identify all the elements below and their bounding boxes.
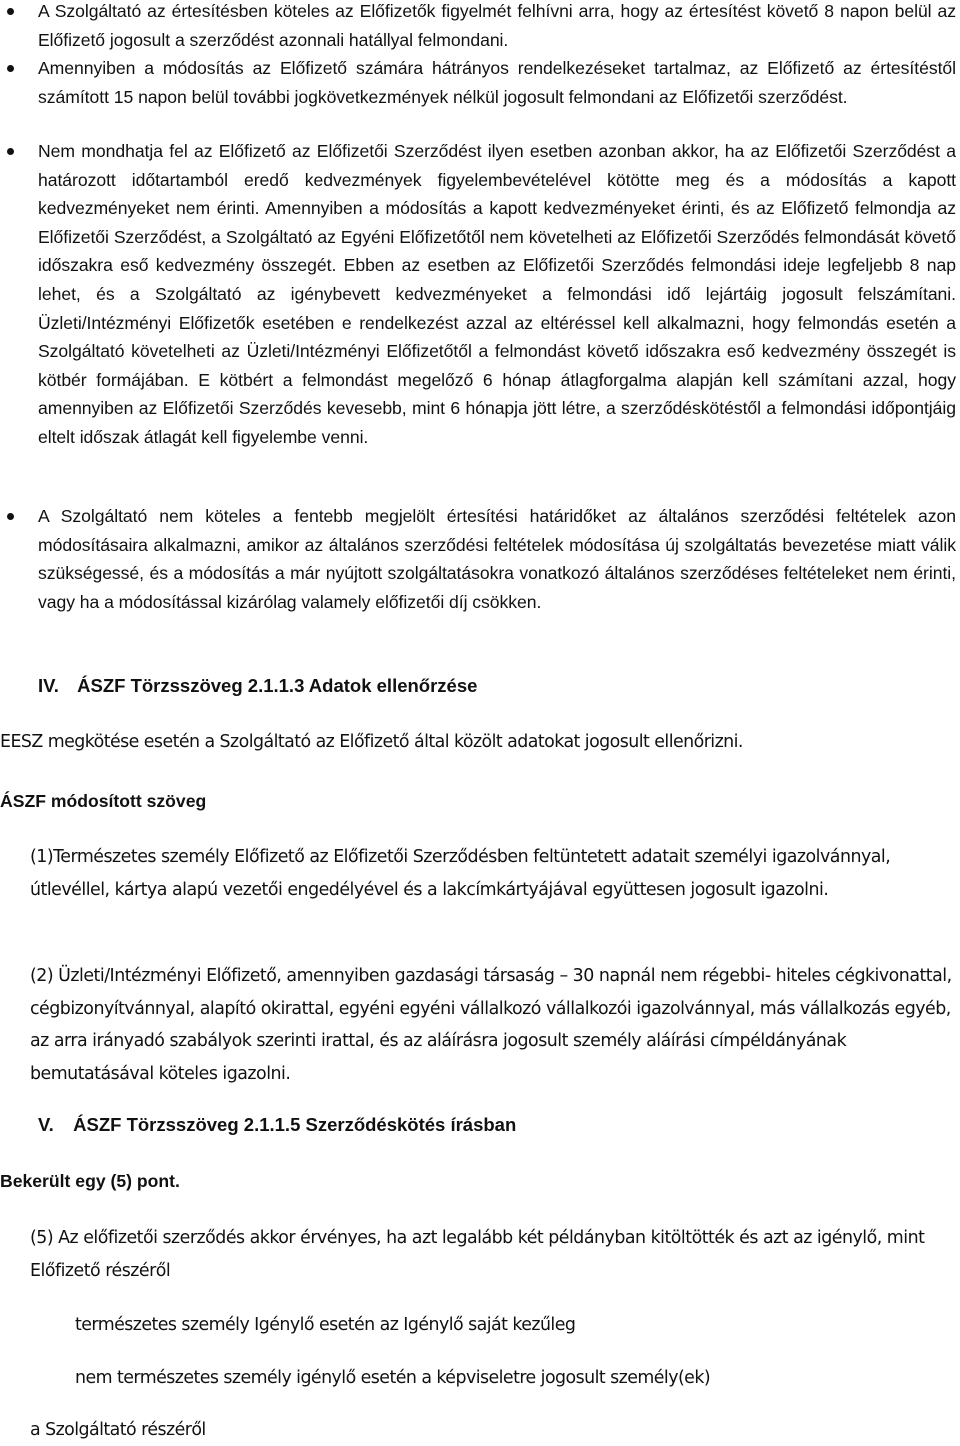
section-title: ÁSZF Törzsszöveg 2.1.1.3 Adatok ellenőrzése	[77, 675, 478, 696]
bullet-text: A Szolgáltató nem köteles a fentebb megjelölt értesítési határidőket az általános szerződési feltételek azon módosításaira alkalmazni, amikor az általános szerződési feltételek módosítása új szolgáltatás bevezetése miatt válik szükségessé, és a módosítás a már nyújtott szolgáltatásokra vonatkozó általános szerződéses feltételeket nem érinti, vagy ha a módosítással kizárólag valamely előfizetői díj csökken.	[38, 506, 956, 612]
bullet-dot-icon	[7, 148, 14, 155]
bullet-text: Nem mondhatja fel az Előfizető az Előfizetői Szerződést ilyen esetben azonban akkor, ha az Előfizetői Szerződést a határozott időtartamból eredő kedvezmények figyelembevételével kötötte meg és a módosítás a kapott kedvezményeket nem érinti. Amennyiben a módosítás a kapott kedvezményeket érinti, és az Előfizető felmondja az Előfizetői Szerződést, a Szolgáltató az Egyéni Előfizetőtől nem követelheti az Előfizetői Szerződés felmondását követő időszakra eső kedvezmény összegét. Ebben az esetben az Előfizetői Szerződés felmondási ideje legfeljebb 8 nap lehet, és a Szolgáltató az igénybevett kedvezményeket a felmondási idő lejártáig jogosult felszámítani. Üzleti/Intézményi Előfizetők esetében e rendelkezést azzal az eltéréssel kell alkalmazni, hogy felmondás esetén a Szolgáltató követelheti az Üzleti/Intézményi Előfizetőtől a felmondást követő időszakra eső kedvezmény összegét is kötbér formájában. E kötbért a felmondást megelőző 6 hónap átlagforgalma alapján kell számítani azzal, hogy amennyiben az Előfizetői Szerződés kevesebb, mint 6 hónapja jött létre, a szerződéskötéstől a felmondási időpontjáig eltelt időszak átlagát kell figyelembe venni.	[38, 141, 956, 447]
bullet-item-notice-period	[38, 0, 956, 54]
paragraph-5: (5) Az előfizetői szerződés akkor érvényes, ha azt legalább két példányban kitöltötték és azt az igénylő, mint Előfizető részéről	[30, 1228, 925, 1281]
bullet-item-notice-exemption	[38, 502, 956, 616]
paragraph-1: (1)Természetes személy Előfizető az Előfizetői Szerződésben feltüntetett adatait személyi igazolvánnyal, útlevéllel, kártya alapú vezetői engedélyével és a lakcímkártyájával együttesen jogosult igazolni.	[30, 847, 891, 900]
bullet-dot-icon	[7, 513, 14, 520]
bullet-item-disadvantageous-change	[38, 54, 956, 111]
provider-line: a Szolgáltató részéről	[30, 1420, 206, 1440]
bullet-text: Amennyiben a módosítás az Előfizető számára hátrányos rendelkezéseket tartalmaz, az Előfizető az értesítéstől számított 15 napon belül további jogkövetkezmények nélkül jogosult felmondani az Előfizetői szerződést.	[38, 58, 956, 107]
section-title: ÁSZF Törzsszöveg 2.1.1.5 Szerződéskötés írásban	[73, 1114, 517, 1135]
added-point-heading: Bekerült egy (5) pont.	[0, 1171, 180, 1191]
bullet-item-fixed-term-discounts	[38, 137, 956, 452]
natural-person-line: természetes személy Igénylő esetén az Igénylő saját kezűleg	[75, 1315, 576, 1335]
section-number: V.	[38, 1114, 54, 1135]
paragraph-2: (2) Üzleti/Intézményi Előfizető, amennyiben gazdasági társaság – 30 napnál nem régebbi- hiteles cégkivonattal, cégbizonyítvánnyal, alapító okirattal, egyéni egyéni vállalkozó vállalkozói igazolvánnyal, más vállalkozás egyéb, az arra irányadó szabályok szerinti irattal, és az aláírásra jogosult személy aláírási címpéldányának bemutatásával köteles igazolni.	[30, 966, 952, 1084]
section-heading-v	[38, 1114, 516, 1136]
section-iv-body: EESZ megkötése esetén a Szolgáltató az Előfizető által közölt adatokat jogosult ellenőrizni.	[0, 732, 743, 752]
bullet-text: A Szolgáltató az értesítésben köteles az Előfizetők figyelmét felhívni arra, hogy az értesítést követő 8 napon belül az Előfizető jogosult a szerződést azonnali hatállyal felmondani.	[38, 1, 956, 50]
modified-text-heading: ÁSZF módosított szöveg	[0, 791, 207, 811]
section-heading-iv	[38, 675, 477, 697]
bullet-dot-icon	[7, 8, 14, 15]
section-number: IV.	[38, 675, 59, 696]
non-natural-person-line: nem természetes személy igénylő esetén a képviseletre jogosult személy(ek)	[75, 1368, 711, 1388]
bullet-dot-icon	[7, 65, 14, 72]
